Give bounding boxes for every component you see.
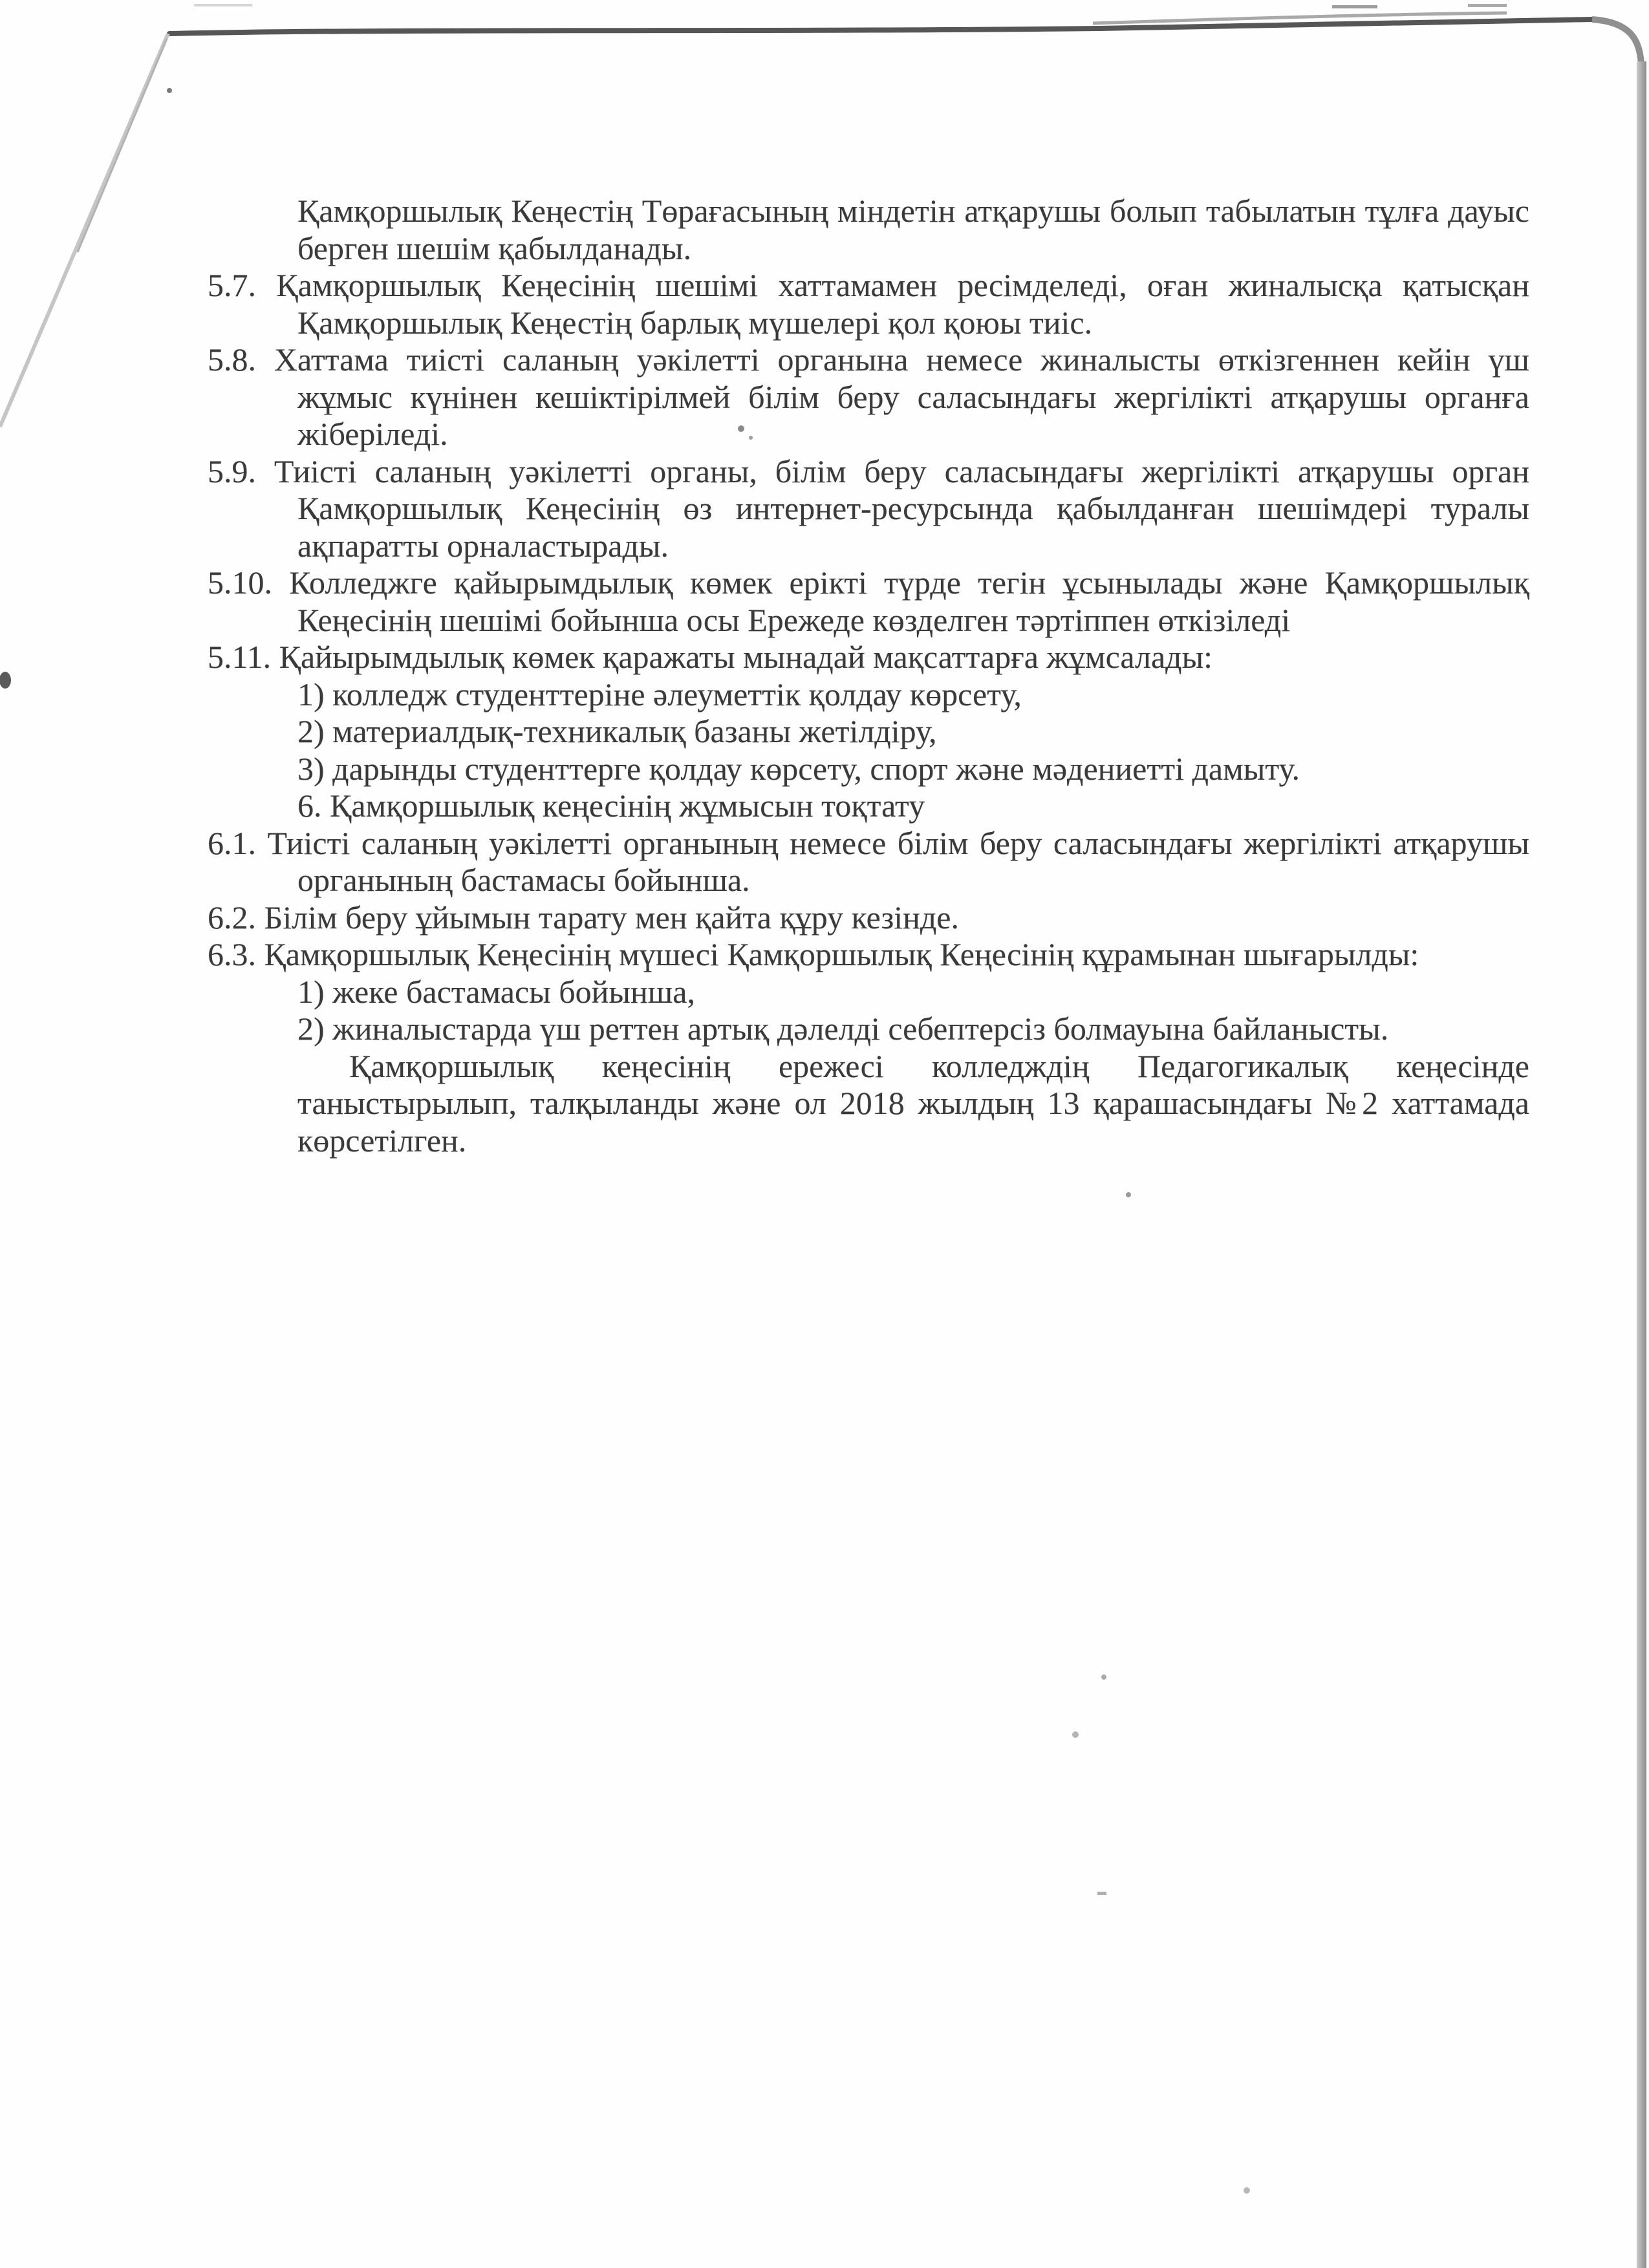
scan-speck <box>1126 1192 1131 1197</box>
page-corner-curve <box>1592 19 1641 65</box>
clause-6-1: 6.1. Тиісті саланың уәкілетті органының немесе білім беру саласындағы жергілікті атқарушы органының бастамасы бойынша. <box>208 824 1529 898</box>
clause-5-7: 5.7. Қамқоршылық Кеңесінің шешімі хаттамамен ресімделеді, оған жиналысқа қатысқан Қамқоршылық Кеңестің барлық мүшелері қол қоюы тиіс. <box>208 267 1529 341</box>
scan-speck <box>1332 5 1377 8</box>
scan-speck <box>0 672 11 689</box>
clause-5-9: 5.9. Тиісті саланың уәкілетті органы, білім беру саласындағы жергілікті атқарушы орган Қамқоршылық Кеңесінің өз интернет-ресурсында қабылданған шешімдері туралы ақпаратты орналастырады. <box>208 453 1529 564</box>
page-right-edge <box>1637 61 1646 2268</box>
clause-5-11-subitem-2: 2) материалдық-техникалық базаны жетілдіру, <box>297 713 937 749</box>
scan-speck <box>1097 1892 1106 1895</box>
scan-speck <box>1072 1731 1079 1738</box>
scan-speck <box>167 88 172 93</box>
clause-5-10: 5.10. Колледжге қайырымдылық көмек ерікті түрде тегін ұсынылады және Қамқоршылық Кеңесінің шешімі бойынша осы Ережеде көзделген тәртіппен өткізіледі <box>208 564 1529 638</box>
document-body <box>208 193 1529 1159</box>
clause-6-3: 6.3. Қамқоршылық Кеңесінің мүшесі Қамқоршылық Кеңесінің құрамынан шығарылды: <box>208 936 1419 972</box>
page-fold-line-inner <box>78 39 167 252</box>
page-fold-line <box>0 34 168 427</box>
clause-6-2: 6.2. Білім беру ұйымын тарату мен қайта құру кезінде. <box>208 899 959 936</box>
clause-6-3-list-2: 2) жиналыстарда үш реттен артық дәлелді себептерсіз болмауына байланысты. <box>297 1011 1389 1047</box>
scan-speck <box>194 4 252 6</box>
clause-5-11: 5.11. Қайырымдылық көмек қаражаты мынадай мақсаттарға жұмсалады: <box>208 639 1213 675</box>
clause-5-11-subitem-3: 3) дарынды студенттерге қолдау көрсету, спорт және мәдениетті дамыту. <box>297 750 1300 787</box>
scan-speck <box>1468 4 1507 7</box>
scan-speck <box>1244 2187 1250 2194</box>
page-top-edge-highlight <box>1093 13 1507 23</box>
section-6-heading: 6. Қамқоршылық кеңесінің жұмысын тоқтату <box>297 787 925 824</box>
page-top-edge <box>169 19 1592 34</box>
clause-5-11-subitem-1: 1) колледж студенттеріне әлеуметтік қолдау көрсету, <box>297 676 1022 712</box>
clause-6-3-list-1: 1) жеке бастамасы бойынша, <box>297 973 695 1010</box>
closing-paragraph: Қамқоршылық кеңесінің ережесі колледждің Педагогикалық кеңесінде таныстырылып, талқыланды және ол 2018 жылдың 13 қарашасындағы №2 хаттамада көрсетілген. <box>297 1047 1529 1159</box>
scan-speck <box>1101 1674 1106 1680</box>
clause-5-8: 5.8. Хаттама тиісті саланың уәкілетті органына немесе жиналысты өткізгеннен кейін үш жұмыс күнінен кешіктірілмей білім беру саласындағы жергілікті атқарушы органға жіберіледі. <box>208 341 1529 452</box>
clause-5-6-continuation: Қамқоршылық Кеңестің Төрағасының міндетін атқарушы болып табылатын тұлға дауыс берген шешім қабылданады. <box>297 193 1529 266</box>
